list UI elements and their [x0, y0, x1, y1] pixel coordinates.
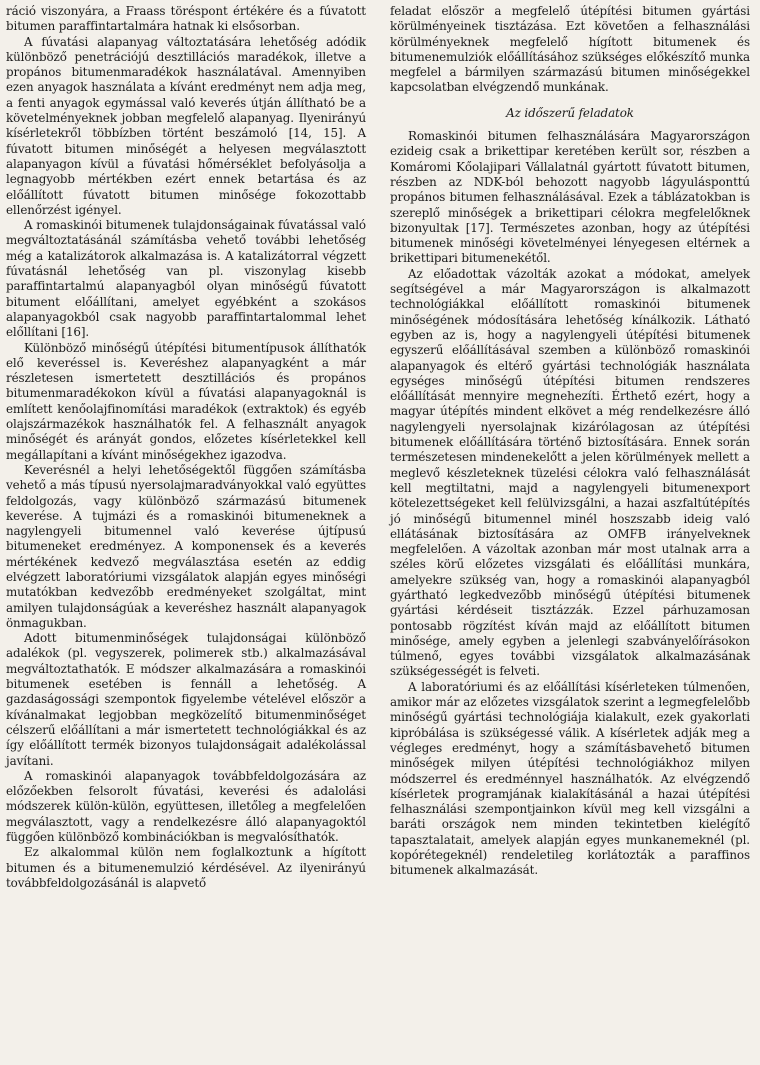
paragraph: Adott bitumenminőségek tulajdonságai különböző adalékok (pl. vegyszerek, polimerek stb.) alkalmazásával megváltoztathatók. E módszer alkalmazására a romaskinói bitumenek esetében is fennáll a lehetőség. A gazdaságossági szempontok figyelembe vételével először a kívánalmakat legjobban megközelítő bitumenminőséget célszerű előállítani a már ismertetett technológiákkal és az így előállított termék bizonyos tulajdonságait adalékolással javítani.: [6, 631, 366, 768]
paragraph: Az előadottak vázolták azokat a módokat, amelyek segítségével a már Magyarországon is alkalmazott technológiákkal előállított romaskinói bitumenek minőségének módosítására lehetőség kínálkozik. Látható egyben az is, hogy a nagylengyeli útépítési bitumenek egyszerű előállításával szemben a különböző romaskinói alapanyagok és eltérő gyártási technológiák használata egységes minőségű útépítési bitumen rendszeres előállítását mennyire megnehezíti. Érthető ezért, hogy a magyar útépítés mindent elkövet a még rendelkezésre álló nagylengyeli nyersolajnak kizárólagosan az útépítési bitumenek előállítására történő biztosítására. Ennek során természetesen mindenekelőtt a jelen körülmények mellett a meglevő készleteknek tüzelési célokra való felhasználását kell megtiltatni, majd a nagylengyeli bitumenexport kötelezettségeket kell felülvizsgálni, a hazai aszfaltútépítés jó minőségű bitumennel minél hoszszabb ideig való ellátásának biztosítására az OMFB irányelveknek megfelelően. A vázoltak azonban már most utalnak arra a széles körű előzetes vizsgálati és előállítási munkára, amelyekre szükség van, hogy a romaskinói alapanyagból gyártható legkedvezőbb minőségű útépítési bitumenek gyártási kérdéseit tisztázzák. Ezzel párhuzamosan pontosabb rögzítést kíván majd az előállított bitumen minősége, amely egyben a jelenlegi szabványelőírásokon túlmenő, egyes további vizsgálatok alkalmazásának szükségességét is felveti.: [390, 266, 750, 679]
paragraph: A romaskinói alapanyagok továbbfeldolgozására az előzőekben felsorolt fúvatási, keverési és adalolási módszerek külön-külön, együttesen, illetőleg a megfelelően megválasztott, vagy a rendelkezésre álló alapanyagoktól függően különböző kombinációkban is megvalósíthatók.: [6, 768, 366, 845]
left-column: [6, 4, 366, 891]
paragraph: ráció viszonyára, a Fraass töréspont értékére és a fúvatott bitumen paraffintartalmára hatnak ki elsősorban.: [6, 4, 366, 34]
paragraph: Romaskinói bitumen felhasználására Magyarországon ezideig csak a brikettipar keretében került sor, részben a Komáromi Kőolajipari Vállalatnál gyártott fúvatott bitumen, részben az NDK-ból behozott nagyobb lágyulásponttú propános bitumen felhasználásával. Ezek a táblázatokban is szereplő minőségek a brikettipari célokra megfelelőknek bizonyultak [17]. Természetes azonban, hogy az útépítési bitumenek minőségi követelményei lényegesen eltérnek a brikettipari bitumenekétől.: [390, 129, 750, 266]
paragraph: Ez alkalommal külön nem foglalkoztunk a hígított bitumen és a bitumenemulzió kérdésével. Az ilyenirányú továbbfeldolgozásánál is alapvető: [6, 845, 366, 890]
paragraph: feladat először a megfelelő útépítési bitumen gyártási körülményeinek tisztázása. Ezt követően a felhasználási körülményeknek megfelelő hígított bitumenek és bitumenemulziók előállításához szükséges előkészítő munka megfelel a bármilyen származású bitumen minőségekkel kapcsolatban elvégzendő munkának.: [390, 4, 750, 95]
paragraph: A romaskinói bitumenek tulajdonságainak fúvatással való megváltoztatásánál számításba vehető további lehetőség még a katalizátorok alkalmazása is. A katalizátorral végzett fúvatásnál lehetőség van pl. viszonylag kisebb paraffintartalmú alapanyagból olyan minőségű fúvatott bitument előállítani, amelyet egyébként a szokásos alapanyagokból csak nagyobb paraffintartalommal lehet előllítani [16].: [6, 218, 366, 340]
section-title: Az időszerű feladatok: [506, 105, 634, 120]
paragraph: A fúvatási alapanyag változtatására lehetőség adódik különböző penetrációjú desztillációs maradékok, illetve a propános bitumenmaradékok használatával. Amennyiben ezen anyagok használata a kívánt eredményt nem adja meg, a fenti anyagok egymással való keverés útján állítható be a követelményeknek jobban megfelelő alapanyag. Ilyenirányú kísérletekről többízben történt beszámoló [14, 15]. A fúvatott bitumen minőségét a helyesen megválasztott alapanyagon kívül a fúvatási hőmérséklet befolyásolja a legnagyobb mértékben ezért ennek betartása és az előállított fúvatott bitumen minősége fokozottabb ellenőrzést igényel.: [6, 34, 366, 217]
right-column: [390, 4, 750, 879]
paragraph: A laboratóriumi és az előállítási kísérleteken túlmenően, amikor már az előzetes vizsgálatok szerint a legmegfelelőbb minőségű gyártási technológiája kialakult, ezek gyakorlati kipróbálása is szükségessé válik. A kísérletek adják meg a végleges eredményt, hogy a számításbavehető bitumen minőségek milyen útépítési technológiákhoz milyen módszerrel és eredménnyel használhatók. Az elvégzendő kísérletek programjának kialakításánál a hazai útépítési felhasználási szempontjainkon kívül meg kell vizsgálni a baráti országok nem minden tekintetben kielégítő tapasztalatait, amelyek alapján egyes munkanemeknél (pl. kopórétegeknél) rendeletileg korlátozták a paraffinos bitumenek alkalmazását.: [390, 679, 750, 878]
paragraph: Keverésnél a helyi lehetőségektől függően számításba vehető a más típusú nyersolajmaradványokkal való együttes feldolgozás, vagy különböző származású bitumenek keverése. A tujmázi és a romaskinói bitumeneknek a nagylengyeli bitumennel való keverése újtípusú bitumeneket eredményez. A komponensek és a keverés mértékének kedvező megválasztása esetén az eddig elvégzett laboratóriumi vizsgálatok alapján egyes minőségi mutatókban kedvezőbb eredményeket szolgáltat, mint amilyen tulajdonságúak a keveréshez használt alapanyagok önmagukban.: [6, 462, 366, 630]
paragraph: Különböző minőségű útépítési bitumentípusok állíthatók elő keveréssel is. Keveréshez alapanyagként a már részletesen ismertetett desztillációs és propános bitumenmaradékokon kívül a fúvatási alapanyagoknál is említett kenőolajfinomítási maradékok (extraktok) és egyéb olajszármazékok használhatók fel. A felhasznált anyagok minőségét és arányát gondos, előzetes kísérletekkel kell megállapítani a kívánt minőségekhez igazodva.: [6, 340, 366, 462]
